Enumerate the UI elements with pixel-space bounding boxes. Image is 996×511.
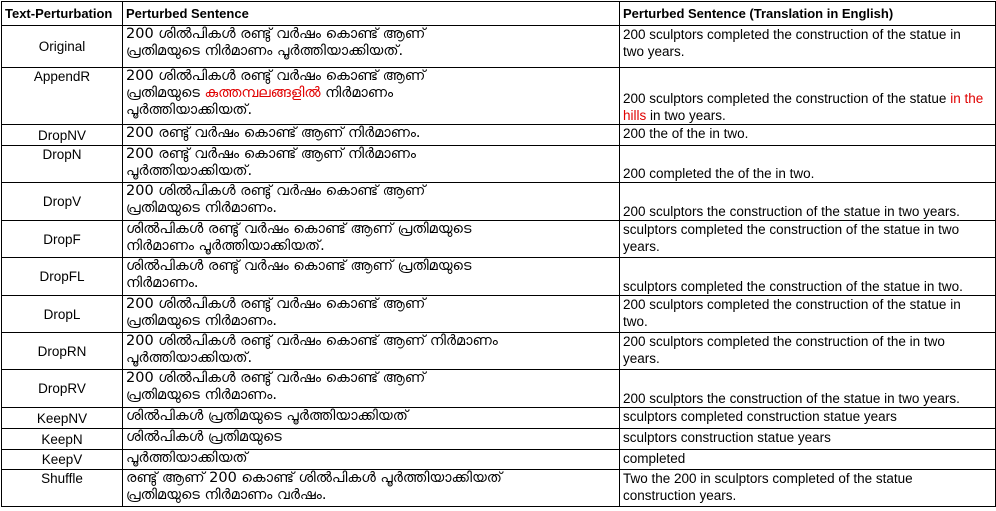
table-row xyxy=(2,125,996,146)
sentence-line: പൂർത്തിയാക്കിയത്. xyxy=(126,163,253,179)
perturbed-sentence xyxy=(123,429,620,450)
translation-line: 200 sculptors completed the construction of the statue in xyxy=(623,27,961,42)
appended-highlight: the hills xyxy=(623,91,984,123)
perturbation-name: DropRV xyxy=(2,370,123,408)
perturbation-name: AppendR xyxy=(2,68,123,125)
perturbed-sentence xyxy=(123,68,620,125)
translation-line: years. xyxy=(623,239,660,254)
translation xyxy=(620,296,996,333)
translation-line: construction years. xyxy=(623,488,737,503)
perturbation-table xyxy=(1,1,996,507)
table-row xyxy=(2,68,996,125)
sentence-line: പ്രതിമയുടെ നിർമാണം. xyxy=(126,387,277,403)
sentence-line: 200 ശിൽപികൾ രണ്ടു് വർഷം കൊണ്ട് ആണ് xyxy=(126,26,426,42)
translation-line: sculptors completed the construction of the statue in two xyxy=(623,222,960,237)
translation xyxy=(620,470,996,507)
translation xyxy=(620,450,996,470)
translation-line: sculptors completed construction statue years xyxy=(623,409,897,424)
sentence-line: 200 ശിൽപികൾ രണ്ടു് വർഷം കൊണ്ട് ആണ് xyxy=(126,296,426,312)
header-perturbed-sentence: Perturbed Sentence xyxy=(123,2,620,26)
translation-line: sculptors completed the construction of the statue in two. xyxy=(623,279,963,294)
perturbed-sentence xyxy=(123,450,620,470)
translation-line: two. xyxy=(623,314,648,329)
sentence-line: പ്രതിമയുടെ നിർമാണം. xyxy=(126,313,277,329)
sentence-line: 200 ശിൽപികൾ രണ്ടു് വർഷം കൊണ്ട് ആണ് xyxy=(126,183,426,199)
translation-line: 200 sculptors completed the construction of the in two xyxy=(623,334,945,349)
translation-text: in two years. xyxy=(646,108,726,123)
translation-line: 200 sculptors the construction of the statue in two years. xyxy=(623,391,960,406)
table-row xyxy=(2,450,996,470)
table-row xyxy=(2,333,996,370)
sentence-line: ശിൽപികൾ രണ്ടു് വർഷം കൊണ്ട് ആണ് പ്രതിമയുടെ xyxy=(126,258,472,274)
sentence-line: 200 ശിൽപികൾ രണ്ടു് വർഷം കൊണ്ട് ആണ് xyxy=(126,68,426,84)
perturbation-name: DropN xyxy=(2,146,123,183)
perturbed-sentence xyxy=(123,125,620,146)
table-row xyxy=(2,296,996,333)
table-row xyxy=(2,146,996,183)
translation xyxy=(620,146,996,183)
translation-line: completed xyxy=(623,451,686,466)
perturbed-sentence xyxy=(123,408,620,429)
sentence-line: നിർമാണം പൂർത്തിയാക്കിയത്. xyxy=(126,238,325,254)
sentence-line: 200 രണ്ടു് വർഷം കൊണ്ട് ആണ് നിർമാണം xyxy=(126,146,416,162)
header-row xyxy=(2,2,996,26)
translation xyxy=(620,258,996,296)
sentence-line: ശിൽപികൾ പ്രതിമയുടെ പൂർത്തിയാക്കിയത് xyxy=(126,408,408,424)
perturbed-sentence xyxy=(123,333,620,370)
sentence-line: നിർമാണം. xyxy=(126,275,199,291)
table-row xyxy=(2,408,996,429)
sentence-line: 200 ശിൽപികൾ രണ്ടു് വർഷം കൊണ്ട് ആണ് xyxy=(126,370,426,386)
sentence-line: പ്രതിമയുടെ നിർമാണം. xyxy=(126,200,277,216)
perturbed-sentence xyxy=(123,258,620,296)
translation-line: 200 sculptors the construction of the statue in two years. xyxy=(623,204,960,219)
table-row xyxy=(2,429,996,450)
perturbation-name: KeepV xyxy=(2,450,123,470)
translation xyxy=(620,221,996,258)
table-row xyxy=(2,370,996,408)
translation-text: 200 sculptors completed the construction of the statue xyxy=(623,91,951,106)
sentence-line: പ്രതിമയുടെ നിർമാണം പൂർത്തിയാക്കിയത്. xyxy=(126,43,404,59)
perturbed-sentence xyxy=(123,183,620,221)
sentence-line: പൂർത്തിയാക്കിയത് xyxy=(126,450,248,466)
perturbed-sentence xyxy=(123,26,620,68)
translation xyxy=(620,68,996,125)
appended-highlight: in xyxy=(950,91,961,106)
table-row xyxy=(2,183,996,221)
sentence-line: 200 ശിൽപികൾ രണ്ടു് വർഷം കൊണ്ട് ആണ് നിർമാണം xyxy=(126,333,498,349)
translation-line: 200 completed the of the in two. xyxy=(623,166,815,181)
translation xyxy=(620,408,996,429)
sentence-line: പ്രതിമയുടെ നിർമാണം വർഷം. xyxy=(126,487,327,503)
perturbation-name: DropL xyxy=(2,296,123,333)
perturbed-sentence xyxy=(123,221,620,258)
perturbation-name: KeepNV xyxy=(2,408,123,429)
perturbation-name: DropF xyxy=(2,221,123,258)
header-text-perturbation: Text-Perturbation xyxy=(2,2,123,26)
sentence-text: പ്രതിമയുടെ xyxy=(126,85,205,101)
perturbation-name: Shuffle xyxy=(2,470,123,507)
header-translation: Perturbed Sentence (Translation in English) xyxy=(620,2,996,26)
table-row xyxy=(2,26,996,68)
perturbation-name: KeepN xyxy=(2,429,123,450)
perturbation-name: DropRN xyxy=(2,333,123,370)
translation-line: Two the 200 in sculptors completed of the statue xyxy=(623,471,913,486)
table-row xyxy=(2,221,996,258)
translation xyxy=(620,429,996,450)
perturbation-name: DropNV xyxy=(2,125,123,146)
translation-line: 200 sculptors completed the construction of the statue in xyxy=(623,297,961,312)
translation-line: sculptors construction statue years xyxy=(623,430,831,445)
translation-line: years. xyxy=(623,351,660,366)
translation-line: 200 the of the in two. xyxy=(623,126,749,141)
sentence-line: ശിൽപികൾ രണ്ടു് വർഷം കൊണ്ട് ആണ് പ്രതിമയുടെ xyxy=(126,221,472,237)
sentence-line: ശിൽപികൾ പ്രതിമയുടെ xyxy=(126,429,282,445)
sentence-line: പൂർത്തിയാക്കിയത്. xyxy=(126,102,253,118)
perturbation-name: Original xyxy=(2,26,123,68)
sentence-line: 200 രണ്ടു് വർഷം കൊണ്ട് ആണ് നിർമാണം. xyxy=(126,125,421,141)
perturbed-sentence xyxy=(123,470,620,507)
table-row xyxy=(2,470,996,507)
translation xyxy=(620,183,996,221)
translation-line: two years. xyxy=(623,44,685,59)
appended-highlight: കുത്തമ്പലങ്ങളിൽ xyxy=(204,85,321,101)
perturbation-name: DropV xyxy=(2,183,123,221)
sentence-line xyxy=(126,85,616,102)
translation xyxy=(620,333,996,370)
translation xyxy=(620,370,996,408)
translation xyxy=(620,125,996,146)
table-row xyxy=(2,258,996,296)
sentence-text: നിർമാണം xyxy=(320,85,394,101)
perturbed-sentence xyxy=(123,296,620,333)
sentence-line: പൂർത്തിയാക്കിയത്. xyxy=(126,350,253,366)
perturbed-sentence xyxy=(123,370,620,408)
translation xyxy=(620,26,996,68)
sentence-line: രണ്ടു് ആണ് 200 കൊണ്ട് ശിൽപികൾ പൂർത്തിയാക്കിയത് xyxy=(126,470,502,486)
perturbed-sentence xyxy=(123,146,620,183)
perturbation-name: DropFL xyxy=(2,258,123,296)
